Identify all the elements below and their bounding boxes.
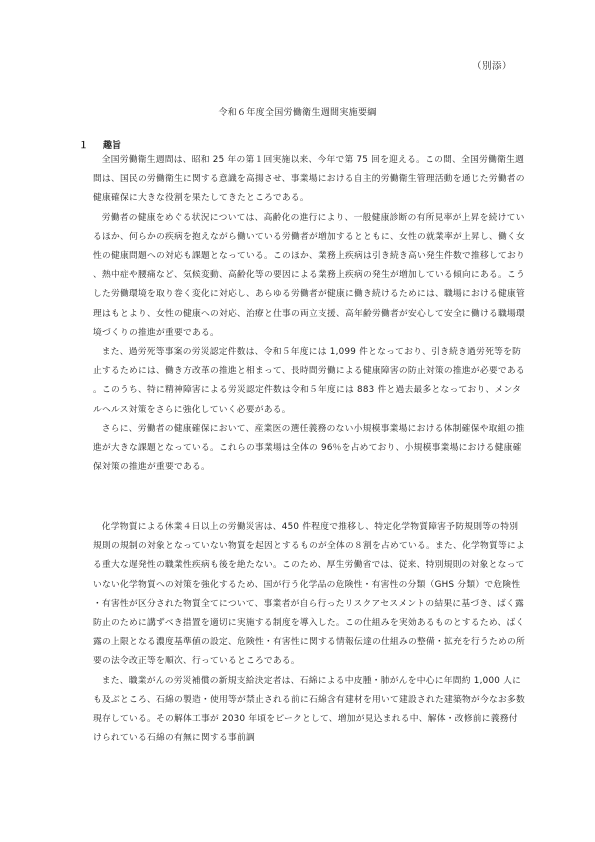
paragraph: 化学物質による休業４日以上の労働災害は、450 件程度で推移し、特定化学物質障害予防規則等の特別規則の規制の対象となっていない物質を起因とするものが全体の８割を占めている。また、化学物質等による重大な遅発性の職業性疾病も後を絶たない。このため、厚生労働省では、従来、特別規則の対象となっていない化学物質への対策を強化するため、国が行う化学品の危険性・有害性の分類（GHS 分類）で危険性・有害性が区分された物質全てについて、事業者が自ら行ったリスクアセスメントの結果に基づき、ばく露防止のために講ずべき措置を適切に実施する制度を導入した。この仕組みを実効あるものとするため、ばく露の上限となる濃度基準値の設定、危険性・有害性に関する情報伝達の仕組みの整備・拡充を行うための所要の法令改正等を順次、行っているところである。 <box>93 522 525 667</box>
attachment-label: （別添） <box>471 61 512 72</box>
section-purpose-body <box>93 151 525 477</box>
document-title: 令和６年度全国労働衛生週間実施要綱 <box>218 108 377 118</box>
section-heading <box>79 138 121 151</box>
section-heading-label: 趣旨 <box>103 141 122 151</box>
section-number: １ <box>79 141 89 151</box>
paragraph: 労働者の健康をめぐる状況については、高齢化の進行により、一般健康診断の有所見率が上昇を続けているほか、何らかの疾病を抱えながら働いている労働者が増加するとともに、女性の就業率が上昇し、働く女性の健康問題への対応も課題となっている。このほか、業務上疾病は引き続き高い発生件数で推移しており、熱中症や腰痛など、気候変動、高齢化等の要因による業務上疾病の発生が増加している傾向にある。こうした労働環境を取り巻く変化に対応し、あらゆる労働者が健康に働き続けるためには、職場における健康管理はもとより、女性の健康への対応、治療と仕事の両立支援、高年齢労働者が安心して安全に働ける職場環境づくりの推進が重要である。 <box>93 212 525 338</box>
section-chemical-body <box>93 518 525 748</box>
paragraph: また、職業がんの労災補償の新規支給決定者は、石綿による中皮腫・肺がんを中心に年間約 1,000 人にも及ぶところ、石綿の製造・使用等が禁止される前に石綿含有建材を用いて建設された建築物が今なお多数現存している。その解体工事が 2030 年頃をピークとして、増加が見込まれる中、解体・改修前に義務付けられている石綿の有無に関する事前調 <box>93 675 525 744</box>
paragraph: 全国労働衛生週間は、昭和 25 年の第１回実施以来、今年で第 75 回を迎える。この間、全国労働衛生週間は、国民の労働衛生に関する意識を高揚させ、事業場における自主的労働衛生管理活動を通じた労働者の健康確保に大きな役割を果たしてきたところである。 <box>93 155 525 204</box>
paragraph: また、過労死等事案の労災認定件数は、令和５年度には 1,099 件となっており、引き続き過労死等を防止するためには、働き方改革の推進と相まって、長時間労働による健康障害の防止対策の推進が必要である。このうち、特に精神障害による労災認定件数は令和５年度には 883 件と過去最多となっており、メンタルヘルス対策をさらに強化していく必要がある。 <box>93 347 525 415</box>
paragraph: さらに、労働者の健康確保において、産業医の選任義務のない小規模事業場における体制確保や取組の推進が大きな課題となっている。これらの事業場は全体の 96％を占めており、小規模事業場における健康確保対策の推進が重要である。 <box>93 423 525 473</box>
